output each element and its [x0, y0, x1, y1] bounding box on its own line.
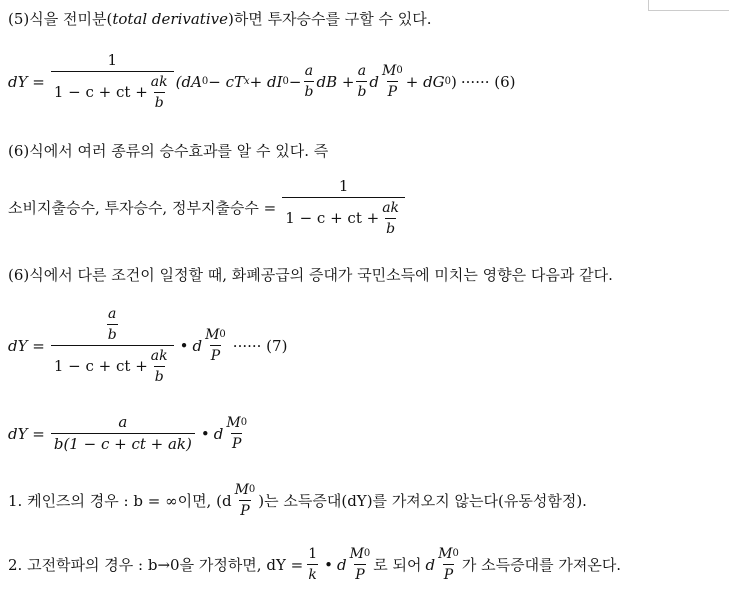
- eq8-dot: •: [200, 424, 210, 443]
- equation-8: [8, 414, 250, 454]
- classic-sub-m: 0: [363, 548, 371, 560]
- keynes-post: )는 소득증대(dY)를 가져오지 않는다(유동성함정).: [258, 492, 587, 511]
- multipliers-den: [282, 197, 405, 237]
- multipliers-label: 소비지출승수, 투자승수, 정부지출승수 =: [8, 199, 277, 218]
- eq6-dI: + dI: [249, 72, 283, 91]
- eq6-a1: a: [304, 63, 314, 80]
- eq6-a2: a: [357, 63, 367, 80]
- classic-m: [349, 546, 372, 564]
- effects-text: (6)식에서 여러 종류의 승수효과를 알 수 있다. 즉: [8, 142, 329, 160]
- classic-m-over-p: [349, 546, 372, 583]
- eq7-den-pre: 1 − c + ct +: [53, 357, 148, 376]
- intro-italic: total derivative: [112, 9, 228, 28]
- classic-m-letter: M: [349, 546, 364, 562]
- multipliers-num: 1: [338, 177, 349, 195]
- classic-d2: d: [425, 555, 436, 574]
- multipliers-equation: [8, 178, 407, 237]
- eq8-p: P: [231, 433, 242, 452]
- eq7-a: a: [108, 306, 117, 322]
- eq6-lhs: dY =: [8, 72, 45, 91]
- multipliers-ak: ak: [382, 200, 400, 217]
- intro-prefix: (5)식을 전미분(: [8, 10, 113, 28]
- eq6-dA: (dA: [175, 72, 202, 91]
- eq6-ak-over-b: [150, 74, 169, 111]
- classical-case-line: [8, 546, 621, 583]
- classic-d: d: [336, 555, 347, 574]
- keynes-m-letter: M: [234, 482, 249, 498]
- eq6-dB: dB +: [316, 72, 355, 91]
- classic-p2: P: [443, 564, 454, 583]
- eq7-den: [51, 345, 174, 385]
- classic-m-over-p-2: [437, 546, 460, 583]
- money-supply-line: [8, 264, 613, 285]
- money-supply-text: (6)식에서 다른 조건이 일정할 때, 화폐공급의 증대가 국민소득에 미치는 영향은 다음과 같다.: [8, 266, 613, 284]
- eq8-lhs: dY =: [8, 424, 45, 443]
- eq8-m-letter: M: [226, 415, 241, 432]
- eq7-m-letter: M: [205, 327, 220, 344]
- eq8-m: [225, 415, 248, 433]
- keynes-pre: 1. 케인즈의 경우 : b = ∞이면, (d: [8, 492, 232, 511]
- eq6-b: b: [154, 92, 165, 111]
- eq6-a-over-b-1: [304, 63, 315, 100]
- eq6-multiplier-fraction: [51, 52, 174, 111]
- eq8-fraction: [51, 414, 195, 454]
- multipliers-ak-over-b: [381, 200, 400, 237]
- eq7-ak: ak: [150, 348, 168, 365]
- eq6-label: ······ (6): [460, 72, 516, 91]
- keynes-case-line: [8, 482, 587, 519]
- eq7-fraction: [51, 306, 174, 385]
- eq6-sub-i: 0: [282, 76, 289, 88]
- eq6-ak: ak: [150, 74, 168, 91]
- keynes-m-over-p: [234, 482, 257, 519]
- classic-sub-m2: 0: [452, 548, 459, 560]
- multipliers-fraction: [282, 178, 405, 237]
- eq7-m: [204, 327, 227, 345]
- effects-line: [8, 140, 328, 161]
- eq6-dG: + dG: [405, 72, 445, 91]
- classic-one: 1: [308, 546, 318, 562]
- eq8-den: b(1 − c + ct + ak): [51, 433, 195, 453]
- eq7-d: d: [192, 336, 203, 355]
- eq6-d: d: [369, 72, 380, 91]
- eq6-b2: b: [356, 81, 367, 100]
- eq7-b2: b: [154, 366, 165, 385]
- eq6-m-letter: M: [382, 63, 397, 80]
- keynes-sub-m: 0: [248, 484, 256, 496]
- equation-6: [8, 52, 516, 111]
- eq6-den-pre: 1 − c + ct +: [53, 83, 148, 102]
- classic-m2: [437, 546, 460, 564]
- eq8-m-over-p: [225, 415, 248, 452]
- eq6-sub-x: x: [244, 76, 250, 88]
- keynes-m: [234, 482, 257, 500]
- eq7-sub-m: 0: [219, 329, 226, 341]
- eq7-num: [102, 306, 123, 345]
- equation-7: [8, 306, 287, 385]
- classic-pre: 2. 고전학파의 경우 : b→0을 가정하면, dY =: [8, 556, 304, 575]
- eq7-ak-over-b: [150, 348, 169, 385]
- eq8-num: a: [118, 413, 128, 431]
- keynes-p: P: [239, 500, 250, 519]
- eq7-b: b: [107, 324, 118, 343]
- intro-line: [8, 8, 432, 29]
- page-corner-mark: [648, 0, 729, 11]
- eq6-num: 1: [107, 51, 117, 69]
- eq6-sub-m: 0: [396, 65, 403, 77]
- eq6-a-over-b-2: [356, 63, 367, 100]
- eq6-m: [381, 63, 404, 81]
- eq6-b1: b: [304, 81, 315, 100]
- eq7-label: ······ (7): [232, 336, 288, 355]
- classic-one-over-k: [307, 546, 318, 583]
- eq7-a-over-b: [107, 306, 118, 343]
- eq7-lhs: dY =: [8, 336, 45, 355]
- multipliers-den-pre: 1 − c + ct +: [285, 209, 380, 228]
- eq7-dot: •: [179, 336, 189, 355]
- classic-m2-letter: M: [438, 546, 453, 562]
- classic-mid: 로 되어: [373, 556, 422, 575]
- eq7-m-over-p: [204, 327, 227, 364]
- eq8-d: d: [213, 424, 224, 443]
- classic-p: P: [354, 564, 365, 583]
- eq6-den: [51, 71, 174, 111]
- eq6-sub-a: 0: [201, 76, 209, 88]
- intro-suffix: )하면 투자승수를 구할 수 있다.: [227, 10, 432, 28]
- eq8-sub-m: 0: [240, 417, 248, 429]
- classic-dot: •: [324, 555, 333, 574]
- eq6-close: ): [451, 72, 457, 91]
- multipliers-b: b: [385, 218, 396, 237]
- eq6-m-over-p: [381, 63, 404, 100]
- eq6-minus: −: [288, 72, 302, 91]
- classic-post: 가 소득증대를 가져온다.: [461, 556, 622, 575]
- eq6-sub-g: 0: [444, 76, 452, 88]
- eq6-cT: − cT: [208, 72, 245, 91]
- eq6-p: P: [387, 81, 398, 100]
- eq7-p: P: [210, 345, 221, 364]
- classic-k: k: [307, 564, 317, 583]
